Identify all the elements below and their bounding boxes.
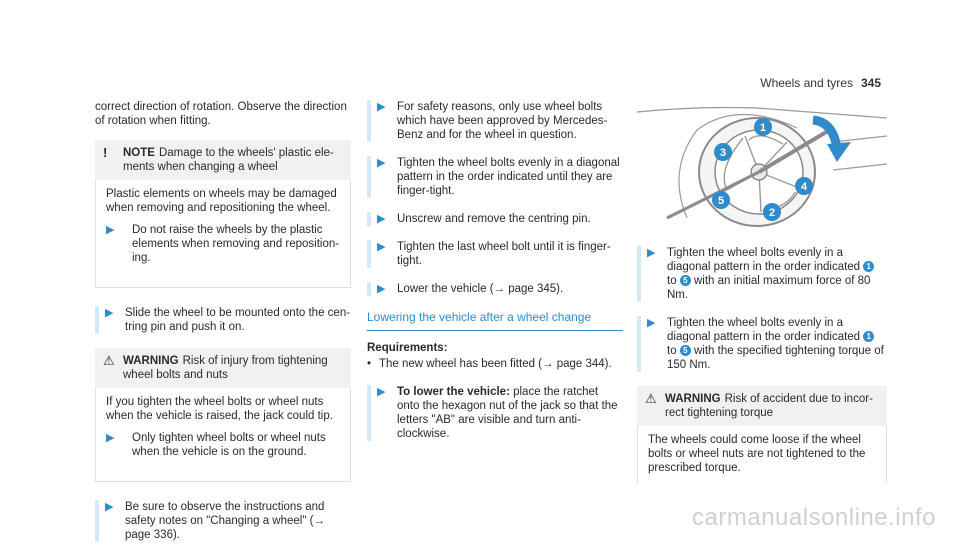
arrow-right-icon: ▶ [647,247,656,259]
svg-text:3: 3 [719,147,727,159]
number-5-badge: 5 [680,275,691,286]
intro-text: correct direction of rotation. Observe the direction of rotation when fitting. [95,101,347,127]
column-2 [367,100,623,455]
page-header [760,76,881,90]
step-text: Tighten the wheel bolts evenly in a diagonal pattern in the order indicated until they are finger-tight. [397,157,620,197]
number-1-badge: 1 [863,331,874,342]
svg-text:5: 5 [717,195,725,207]
step-approved-bolts [367,100,623,142]
page-number: 345 [860,76,881,90]
step-final-torque [637,316,887,372]
bolt-label-5 [712,191,730,209]
arrow-right-icon: ▶ [377,386,386,398]
arrow-right-icon: ▶ [377,157,386,169]
notice-icon: ! [103,145,108,160]
note-tag: NOTE [123,147,155,159]
warning-header [95,348,351,388]
warning-heading: Risk of accident due to incorrect tightening torque [665,393,873,419]
arrow-right-icon: ▶ [377,101,386,113]
step-initial-torque [637,246,887,302]
arrow-right-icon: ▶ [377,241,386,253]
step-slide-wheel [95,306,351,334]
bolt-label-1 [754,118,772,136]
warning-header [637,386,887,426]
note-body [95,180,351,288]
step-lower-ratchet [367,385,623,441]
step-text: Be sure to observe the instructions and safety notes on "Changing a wheel" (→ page 336). [125,501,325,541]
bolt-label-4 [795,177,813,195]
warning-heading: Risk of injury from tightening wheel bolts and nuts [123,355,328,381]
column-3 [637,100,887,501]
step-last-bolt [367,240,623,268]
warning-text: The wheels could come loose if the wheel bolts or wheel nuts are not tightened to the prescribed torque. [648,434,866,474]
number-1-badge: 1 [863,261,874,272]
step-text: Unscrew and remove the centring pin. [397,213,591,225]
svg-text:4: 4 [800,181,808,193]
step-text-part: with an initial maximum force of 80 Nm. [667,275,871,301]
step-text [657,246,887,302]
svg-text:2: 2 [768,207,776,219]
note-header [95,140,351,180]
warning-box [637,386,887,483]
requirement-item [367,357,623,371]
warning-triangle-icon: ⚠ [645,391,657,406]
section-name: Wheels and tyres [760,76,853,90]
step-remove-pin [367,212,623,226]
step-tighten-finger [367,156,623,198]
warning-tag: WARNING [665,393,721,405]
lower-instruction: place the ratchet onto the hexagon nut of the jack so that the letters "AB" are visible and turn anti-clockwise. [397,386,618,440]
lower-label: To lower the vehicle: [397,386,510,398]
warning-step-text: Only tighten wheel bolts or wheel nuts when the vehicle is on the ground. [132,432,326,458]
step-text: Slide the wheel to be mounted onto the centring pin and push it on. [125,307,351,333]
number-5-badge: 5 [680,345,691,356]
warning-step [106,431,340,459]
svg-text:1: 1 [759,122,767,134]
bolt-label-3 [714,143,732,161]
note-box [95,140,351,288]
note-heading: Damage to the wheels' plastic elements when changing a wheel [123,147,334,173]
arrow-right-icon: ▶ [106,432,115,444]
note-step-text: Do not raise the wheels by the plastic elements when removing and repositioning. [132,224,340,264]
step-text: For safety reasons, only use wheel bolts which have been approved by Mercedes-Benz and for the wheel in question. [397,101,608,141]
bullet-icon: • [367,358,372,370]
step-text: Tighten the last wheel bolt until it is finger-tight. [397,241,611,267]
step-text [657,316,887,372]
arrow-right-icon: ▶ [106,224,115,236]
warning-box [95,348,351,482]
column-1 [95,100,351,556]
requirements-title: Requirements: [367,342,448,354]
arrow-right-icon: ▶ [105,501,114,513]
step-text-part: with the specified tightening torque of 150 Nm. [667,345,884,371]
step-text-part: to [667,345,680,357]
arrow-right-icon: ▶ [647,317,656,329]
step-text-part: to [667,275,680,287]
warning-tag: WARNING [123,355,179,367]
warning-text: If you tighten the wheel bolts or wheel nuts when the vehicle is raised, the jack could tip. [106,396,333,422]
step-text [387,385,623,441]
step-observe-notes [95,500,351,542]
step-text-part: Tighten the wheel bolts evenly in a diagonal pattern in the order indicated [667,247,864,273]
requirement-text: The new wheel has been fitted (→ page 344). [379,358,612,370]
warning-body [637,426,887,483]
step-text: Lower the vehicle (→ page 345). [397,283,564,295]
warning-body [95,388,351,482]
step-text-part: Tighten the wheel bolts evenly in a diagonal pattern in the order indicated [667,317,864,343]
step-lower-vehicle [367,282,623,296]
arrow-right-icon: ▶ [377,213,386,225]
warning-triangle-icon: ⚠ [103,353,115,368]
section-title: Lowering the vehicle after a wheel change [367,310,623,331]
note-step [106,223,340,265]
note-text: Plastic elements on wheels may be damaged when removing and repositioning the wheel. [106,188,337,214]
wheel-bolt-diagram [637,100,887,228]
watermark: carmanualsonline.info [692,504,936,531]
arrow-right-icon: ▶ [105,307,114,319]
arrow-right-icon: ▶ [377,283,386,295]
bolt-label-2 [763,203,781,221]
